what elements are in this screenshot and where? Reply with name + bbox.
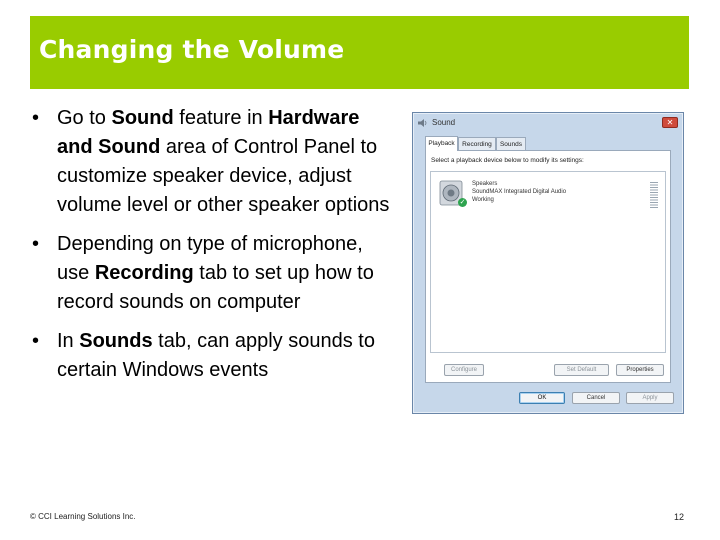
speaker-small-icon bbox=[418, 119, 428, 127]
bullet-2-bold: Recording bbox=[94, 262, 194, 284]
bullet-3-bold: Sounds bbox=[79, 330, 153, 352]
bullet-1-text-b: feature in bbox=[173, 107, 269, 129]
check-icon: ✓ bbox=[459, 199, 466, 206]
sound-dialog bbox=[412, 112, 684, 414]
bullet-1-text-a: Go to bbox=[57, 107, 112, 129]
bullet-2-text-a: Depending on type of microphone, use bbox=[57, 233, 363, 284]
device-status: Working bbox=[472, 197, 494, 203]
set-default-button[interactable]: Set Default bbox=[554, 364, 609, 376]
device-name: Speakers bbox=[472, 181, 498, 187]
bullet-1-text-c: area of Control Panel to customize speaker device, adjust volume level or other speaker options bbox=[57, 136, 390, 216]
bullet-list bbox=[30, 104, 390, 395]
device-description: SoundMAX Integrated Digital Audio bbox=[472, 189, 567, 195]
bullet-symbol: • bbox=[32, 233, 40, 255]
cancel-button[interactable]: Cancel bbox=[572, 392, 620, 404]
bullet-2-text-b: tab to set up how to record sounds on computer bbox=[57, 262, 374, 313]
page-number: 12 bbox=[674, 512, 685, 522]
dialog-titlebar[interactable] bbox=[413, 113, 683, 133]
dialog-title: Sound bbox=[432, 118, 456, 127]
apply-button[interactable]: Apply bbox=[626, 392, 674, 404]
bullet-3-text-a: In bbox=[57, 330, 80, 352]
device-info bbox=[472, 180, 566, 204]
volume-level-meter bbox=[650, 182, 658, 208]
properties-button[interactable]: Properties bbox=[616, 364, 664, 376]
footer-copyright: © CCI Learning Solutions Inc. bbox=[30, 512, 136, 521]
ok-button[interactable]: OK bbox=[519, 392, 565, 404]
slide-title-bar bbox=[30, 16, 689, 89]
bullet-symbol: • bbox=[32, 107, 40, 129]
slide-title: Changing the Volume bbox=[39, 35, 345, 64]
bullet-item-1 bbox=[30, 104, 390, 220]
bullet-1-bold-a: Sound bbox=[111, 107, 174, 129]
panel-instruction: Select a playback device below to modify its settings: bbox=[431, 157, 584, 164]
playback-panel bbox=[425, 150, 671, 383]
tab-recording[interactable]: Recording bbox=[458, 137, 496, 151]
device-list[interactable] bbox=[430, 171, 666, 353]
configure-button[interactable]: Configure bbox=[444, 364, 484, 376]
bullet-item-3 bbox=[30, 327, 390, 385]
bullet-symbol: • bbox=[32, 330, 40, 352]
close-button[interactable] bbox=[662, 117, 678, 128]
close-icon: ✕ bbox=[666, 118, 674, 127]
bullet-1-bold-b: Hardware and Sound bbox=[57, 107, 360, 158]
tab-playback[interactable]: Playback bbox=[425, 136, 458, 151]
bullet-3-text-b: tab, can apply sounds to certain Windows events bbox=[57, 330, 375, 381]
bullet-item-2 bbox=[30, 230, 390, 317]
tab-sounds[interactable]: Sounds bbox=[496, 137, 526, 151]
